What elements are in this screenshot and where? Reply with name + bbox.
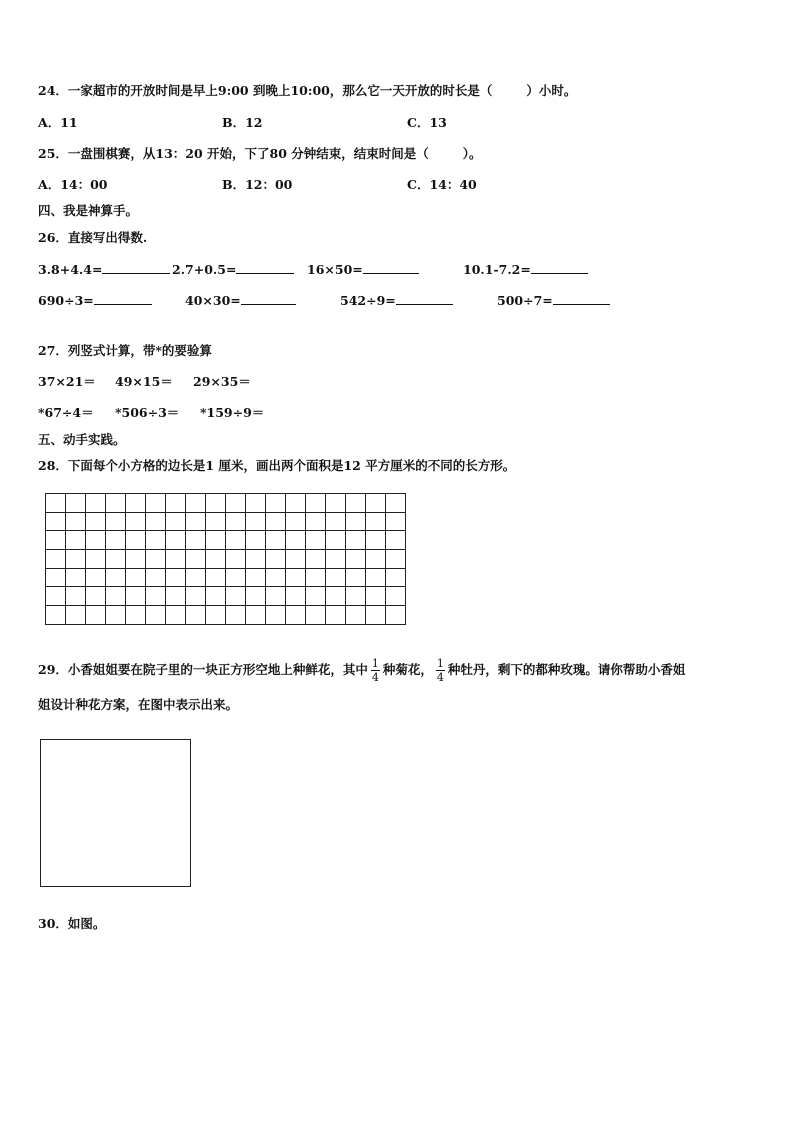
q26-item: 542÷9=: [340, 292, 453, 309]
grid-cell[interactable]: [226, 531, 246, 550]
answer-line[interactable]: [236, 261, 294, 274]
grid-cell[interactable]: [106, 587, 126, 606]
q27-item: 49×15＝: [115, 374, 173, 389]
grid-cell[interactable]: [46, 531, 66, 550]
grid-cell[interactable]: [306, 531, 326, 550]
q26-item: 40×30=: [185, 292, 296, 309]
grid-cell[interactable]: [146, 531, 166, 550]
grid-cell[interactable]: [146, 512, 166, 531]
grid-cell[interactable]: [386, 568, 406, 587]
q24-option-b[interactable]: B．12: [222, 115, 263, 130]
grid-cell[interactable]: [46, 512, 66, 531]
grid-cell[interactable]: [366, 494, 386, 513]
grid-cell[interactable]: [166, 512, 186, 531]
grid-cell[interactable]: [66, 531, 86, 550]
grid-cell[interactable]: [246, 512, 266, 531]
grid-cell[interactable]: [66, 568, 86, 587]
q29-line2: 姐设计种花方案，在图中表示出来。: [38, 697, 239, 712]
grid-cell[interactable]: [186, 568, 206, 587]
answer-line[interactable]: [102, 261, 170, 274]
q26-item: 3.8+4.4=: [38, 261, 170, 278]
q27-title: 27．列竖式计算，带*的要验算: [38, 343, 212, 358]
grid-cell[interactable]: [186, 550, 206, 569]
fraction-one-quarter: $\frac{1}{4}$: [436, 657, 444, 684]
grid-cell[interactable]: [246, 531, 266, 550]
grid-cell[interactable]: [86, 568, 106, 587]
grid-cell[interactable]: [226, 494, 246, 513]
q27-item: *506÷3＝: [115, 405, 180, 420]
grid-cell[interactable]: [286, 512, 306, 531]
q26-item: 10.1-7.2=: [463, 261, 588, 278]
grid-cell[interactable]: [66, 587, 86, 606]
q24-text-a: 24．一家超市的开放时间是早上9:00 到晚上10:00，那么它一天开放的时长是（: [38, 83, 493, 98]
grid-cell[interactable]: [86, 531, 106, 550]
grid-cell[interactable]: [126, 568, 146, 587]
grid-cell[interactable]: [126, 494, 146, 513]
grid-cell[interactable]: [86, 606, 106, 625]
grid-cell[interactable]: [286, 587, 306, 606]
grid-cell[interactable]: [346, 606, 366, 625]
answer-line[interactable]: [241, 292, 296, 305]
grid-cell[interactable]: [66, 512, 86, 531]
q30-text: 30．如图。: [38, 916, 106, 931]
grid-cell[interactable]: [186, 587, 206, 606]
grid-cell[interactable]: [266, 550, 286, 569]
grid-cell[interactable]: [306, 550, 326, 569]
grid-cell[interactable]: [226, 568, 246, 587]
q26-item: 690÷3=: [38, 292, 152, 309]
grid-cell[interactable]: [266, 568, 286, 587]
grid-cell[interactable]: [286, 606, 306, 625]
q26-item: 2.7+0.5=: [172, 261, 294, 278]
grid-cell[interactable]: [286, 550, 306, 569]
grid-cell[interactable]: [106, 494, 126, 513]
q25-stem: [38, 146, 482, 162]
grid-cell[interactable]: [86, 494, 106, 513]
grid-cell[interactable]: [226, 587, 246, 606]
grid-cell[interactable]: [126, 550, 146, 569]
grid-cell[interactable]: [146, 606, 166, 625]
grid-cell[interactable]: [146, 494, 166, 513]
grid-cell[interactable]: [366, 568, 386, 587]
grid-cell[interactable]: [106, 568, 126, 587]
grid-cell[interactable]: [106, 606, 126, 625]
grid-cell[interactable]: [286, 531, 306, 550]
grid-cell[interactable]: [246, 494, 266, 513]
grid-cell[interactable]: [306, 568, 326, 587]
grid-cell[interactable]: [126, 606, 146, 625]
grid-cell[interactable]: [326, 568, 346, 587]
grid-cell[interactable]: [386, 512, 406, 531]
q27-item: 37×21＝: [38, 374, 96, 389]
grid-cell[interactable]: [186, 531, 206, 550]
grid-cell[interactable]: [206, 494, 226, 513]
garden-square-diagram[interactable]: [40, 739, 191, 887]
q26-title: 26．直接写出得数.: [38, 230, 148, 245]
grid-cell[interactable]: [226, 550, 246, 569]
grid-cell[interactable]: [166, 568, 186, 587]
grid-cell[interactable]: [206, 606, 226, 625]
grid-cell[interactable]: [286, 494, 306, 513]
grid-cell[interactable]: [366, 531, 386, 550]
grid-cell[interactable]: [146, 568, 166, 587]
grid-cell[interactable]: [66, 606, 86, 625]
grid-cell[interactable]: [346, 531, 366, 550]
grid-cell[interactable]: [166, 531, 186, 550]
answer-line[interactable]: [363, 261, 419, 274]
q29-part1: 29．小香姐姐要在院子里的一块正方形空地上种鲜花，其中: [38, 662, 368, 677]
grid-cell[interactable]: [206, 587, 226, 606]
section4-heading: 四、我是神算手。: [38, 203, 139, 218]
grid-cell[interactable]: [346, 512, 366, 531]
grid-cell[interactable]: [206, 568, 226, 587]
grid-cell[interactable]: [326, 512, 346, 531]
grid-cell[interactable]: [386, 606, 406, 625]
q25-option-b[interactable]: B．12：00: [222, 177, 293, 192]
q29-part2: 种菊花，: [382, 662, 433, 677]
grid-cell[interactable]: [326, 550, 346, 569]
grid-cell[interactable]: [226, 512, 246, 531]
grid-cell[interactable]: [166, 550, 186, 569]
grid-cell[interactable]: [86, 512, 106, 531]
grid-cell[interactable]: [106, 550, 126, 569]
grid-cell[interactable]: [306, 606, 326, 625]
grid-cell[interactable]: [166, 606, 186, 625]
grid-cell[interactable]: [366, 512, 386, 531]
grid-cell[interactable]: [46, 568, 66, 587]
grid-cell[interactable]: [186, 494, 206, 513]
q27-item: 29×35＝: [193, 374, 251, 389]
grid-cell[interactable]: [246, 606, 266, 625]
grid-cell[interactable]: [166, 587, 186, 606]
grid-cell[interactable]: [186, 512, 206, 531]
answer-line[interactable]: [531, 261, 588, 274]
grid-cell[interactable]: [106, 512, 126, 531]
grid-cell[interactable]: [266, 531, 286, 550]
grid-cell[interactable]: [146, 587, 166, 606]
grid-cell[interactable]: [126, 587, 146, 606]
grid-cell[interactable]: [66, 550, 86, 569]
grid-cell[interactable]: [206, 512, 226, 531]
grid-cell[interactable]: [266, 587, 286, 606]
grid-cell[interactable]: [46, 606, 66, 625]
q26-item: 500÷7=: [497, 292, 610, 309]
grid-cell[interactable]: [126, 512, 146, 531]
grid-cell[interactable]: [366, 550, 386, 569]
q28-text: 28．下面每个小方格的边长是1 厘米，画出两个面积是12 平方厘米的不同的长方形。: [38, 458, 516, 473]
q29-line1: [38, 657, 685, 684]
grid-cell[interactable]: [306, 494, 326, 513]
grid-cell[interactable]: [46, 587, 66, 606]
fraction-one-quarter: $\frac{1}{4}$: [371, 657, 379, 684]
grid-cell[interactable]: [246, 568, 266, 587]
answer-line[interactable]: [396, 292, 453, 305]
grid-cell[interactable]: [66, 494, 86, 513]
q24-text-b: ）小时。: [526, 83, 577, 98]
q29-part3: 种牡丹，剩下的都种玫瑰。请你帮助小香姐: [447, 662, 686, 677]
grid-cell[interactable]: [266, 512, 286, 531]
q25-text-b: ）。: [462, 146, 482, 161]
grid-cell[interactable]: [386, 494, 406, 513]
grid-cell[interactable]: [326, 494, 346, 513]
square-grid[interactable]: [45, 493, 406, 625]
answer-line[interactable]: [553, 292, 610, 305]
q24-stem: [38, 83, 576, 99]
q25-text-a: 25．一盘围棋赛，从13：20 开始，下了80 分钟结束，结束时间是（: [38, 146, 429, 161]
grid-cell[interactable]: [246, 550, 266, 569]
grid-cell[interactable]: [366, 606, 386, 625]
grid-cell[interactable]: [366, 587, 386, 606]
grid-cell[interactable]: [106, 531, 126, 550]
grid-cell[interactable]: [386, 550, 406, 569]
grid-cell[interactable]: [226, 606, 246, 625]
grid-cell[interactable]: [86, 587, 106, 606]
q24-option-a[interactable]: A．11: [38, 115, 78, 130]
grid-cell[interactable]: [206, 550, 226, 569]
grid-cell[interactable]: [126, 531, 146, 550]
grid-cell[interactable]: [166, 494, 186, 513]
grid-cell[interactable]: [346, 587, 366, 606]
grid-cell[interactable]: [386, 587, 406, 606]
q27-item: *67÷4＝: [38, 405, 94, 420]
grid-cell[interactable]: [186, 606, 206, 625]
grid-cell[interactable]: [306, 512, 326, 531]
grid-cell[interactable]: [306, 587, 326, 606]
grid-cell[interactable]: [326, 531, 346, 550]
grid-cell[interactable]: [346, 568, 366, 587]
grid-cell[interactable]: [86, 550, 106, 569]
q24-option-c[interactable]: C．13: [407, 115, 447, 130]
q27-item: *159÷9＝: [200, 405, 265, 420]
grid-cell[interactable]: [266, 494, 286, 513]
grid-cell[interactable]: [46, 494, 66, 513]
grid-cell[interactable]: [346, 550, 366, 569]
q25-option-c[interactable]: C．14：40: [407, 177, 477, 192]
grid-cell[interactable]: [346, 494, 366, 513]
q26-item: 16×50=: [307, 261, 419, 278]
grid-cell[interactable]: [386, 531, 406, 550]
grid-cell[interactable]: [46, 550, 66, 569]
grid-cell[interactable]: [266, 606, 286, 625]
grid-cell[interactable]: [286, 568, 306, 587]
grid-cell[interactable]: [326, 606, 346, 625]
q25-option-a[interactable]: A．14：00: [38, 177, 108, 192]
grid-cell[interactable]: [326, 587, 346, 606]
grid-cell[interactable]: [246, 587, 266, 606]
section5-heading: 五、动手实践。: [38, 432, 126, 447]
answer-line[interactable]: [94, 292, 152, 305]
grid-cell[interactable]: [206, 531, 226, 550]
grid-cell[interactable]: [146, 550, 166, 569]
